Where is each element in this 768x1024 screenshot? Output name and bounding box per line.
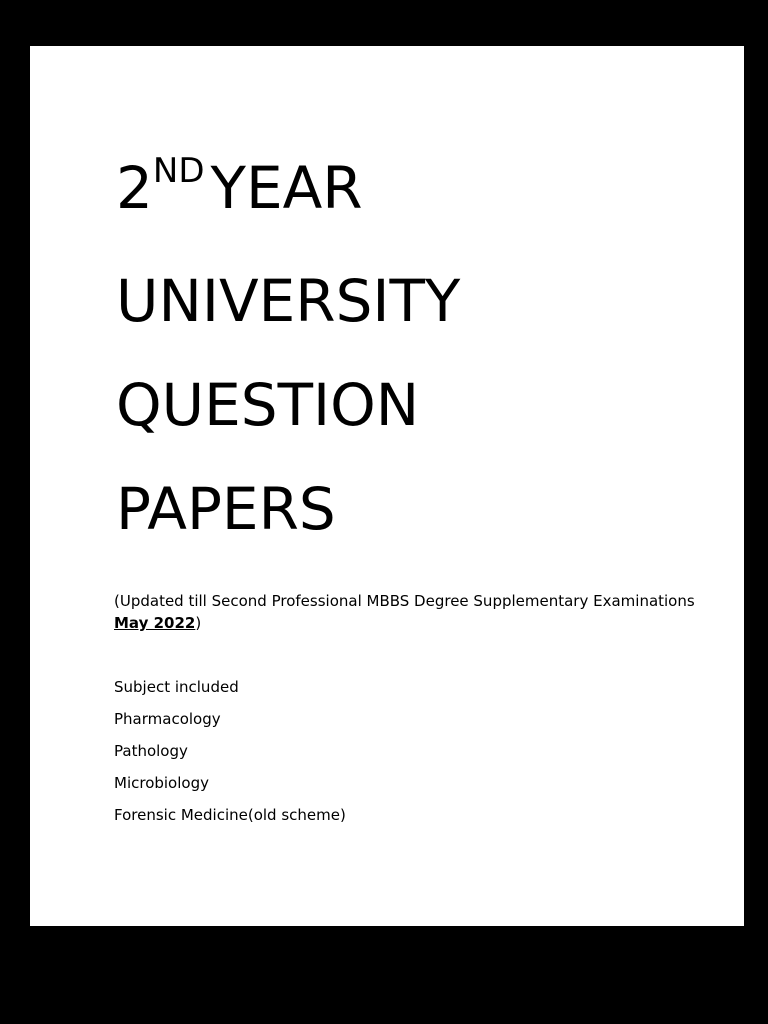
title-line-2: UNIVERSITY [116, 267, 461, 335]
document-page [30, 46, 744, 926]
subject-item-microbiology: Microbiology [114, 774, 209, 792]
title-line-1 [116, 136, 460, 249]
document-title [116, 136, 460, 561]
update-note-suffix: ) [195, 614, 202, 632]
subjects-list [114, 676, 346, 836]
update-note [114, 590, 714, 634]
subject-item-forensic-medicine: Forensic Medicine(old scheme) [114, 806, 346, 824]
subject-item-pathology: Pathology [114, 742, 188, 760]
title-line-4: PAPERS [116, 475, 336, 543]
title-line-1-rest: YEAR [210, 154, 363, 222]
title-ordinal-suffix: ND [152, 151, 205, 191]
update-note-date: May 2022 [114, 614, 196, 632]
subject-item-pharmacology: Pharmacology [114, 710, 221, 728]
title-line-3: QUESTION [116, 371, 420, 439]
title-ordinal-number: 2 [116, 154, 153, 222]
subjects-heading: Subject included [114, 678, 239, 696]
update-note-prefix: (Updated till Second Professional MBBS Degree Supplementary Examinations [114, 592, 695, 610]
